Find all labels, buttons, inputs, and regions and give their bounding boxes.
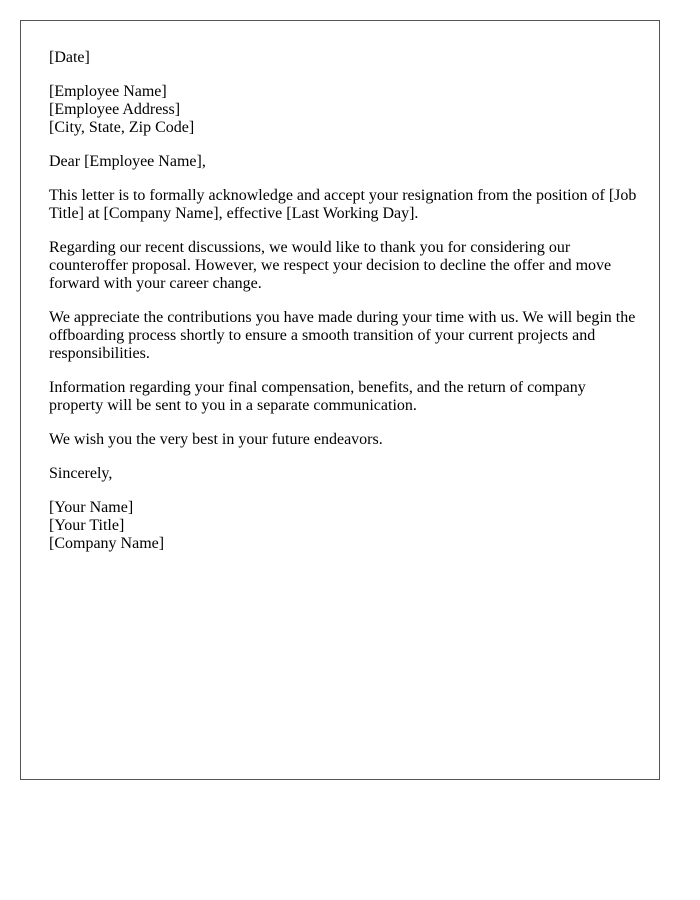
recipient-address-block	[49, 83, 639, 137]
letter-body	[49, 49, 639, 569]
body-paragraph-counteroffer: Regarding our recent discussions, we would like to thank you for considering our counteroffer proposal. However, we respect your decision to decline the offer and move forward with your career change.	[49, 239, 612, 292]
body-paragraph-compensation: Information regarding your final compensation, benefits, and the return of company property will be sent to you in a separate communication.	[49, 379, 586, 414]
recipient-city-state-zip: [City, State, Zip Code]	[49, 119, 195, 136]
body-paragraph-acknowledgement: This letter is to formally acknowledge and accept your resignation from the position of [Job Title] at [Company Name], effective [Last Working Day].	[49, 187, 637, 222]
closing: Sincerely,	[49, 465, 113, 482]
body-paragraph-offboarding: We appreciate the contributions you have made during your time with us. We will begin the offboarding process shortly to ensure a smooth transition of your current projects and responsibilities.	[49, 309, 636, 362]
signature-name: [Your Name]	[49, 499, 134, 516]
recipient-address: [Employee Address]	[49, 101, 181, 118]
closing-block	[49, 465, 639, 483]
signature-company: [Company Name]	[49, 535, 165, 552]
signature-title: [Your Title]	[49, 517, 125, 534]
body-paragraph-well-wishes: We wish you the very best in your future endeavors.	[49, 431, 383, 448]
letter-page	[20, 20, 660, 780]
recipient-name: [Employee Name]	[49, 83, 167, 100]
letter-date-block	[49, 49, 639, 67]
salutation-block	[49, 153, 639, 171]
salutation: Dear [Employee Name],	[49, 153, 206, 170]
signature-block	[49, 499, 639, 553]
letter-date: [Date]	[49, 49, 90, 66]
